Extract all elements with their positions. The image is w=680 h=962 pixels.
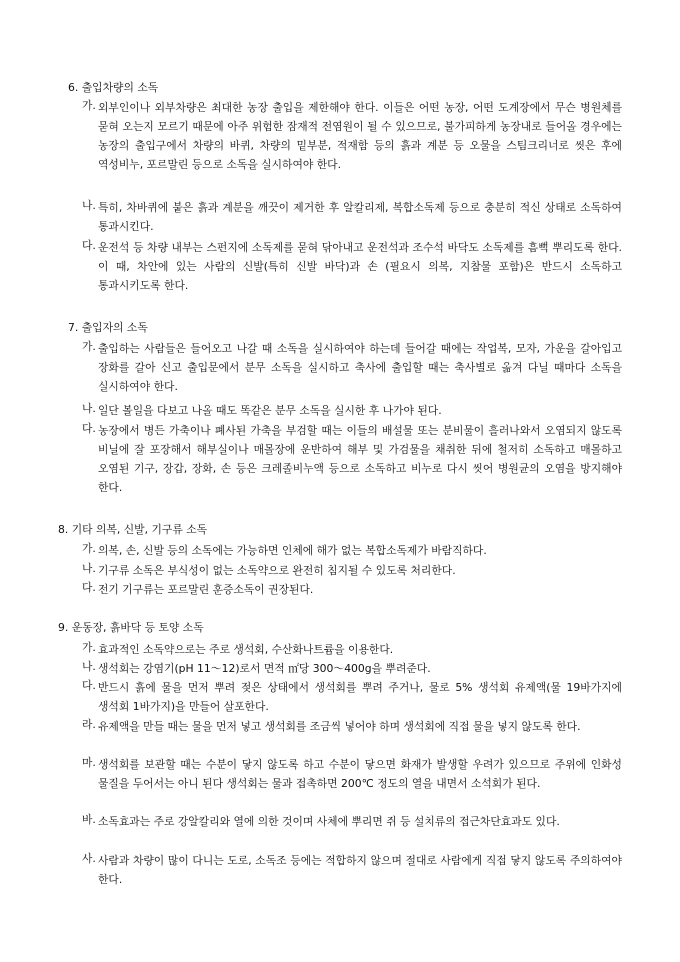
item-text: 특히, 차바퀴에 붙은 흙과 계분을 깨끗이 제거한 후 알칼리제, 복합소독제 등으로 충분히 적신 상태로 소독하여 통과시킨다. — [98, 201, 622, 233]
list-item — [82, 561, 622, 580]
item-text: 반드시 흙에 물을 먼저 뿌려 젖은 상태에서 생석회를 뿌려 주거나, 물로 5% 생석회 유제액(물 19바가지에 생석회 1바가지)을 만들어 살포한다. — [98, 681, 622, 713]
list-item — [82, 812, 622, 831]
item-text: 일단 볼일을 다보고 나올 때도 똑같은 분무 소독을 실시한 후 나가야 된다. — [98, 404, 442, 417]
item-text: 효과적인 소독약으로는 주로 생석회, 수산화나트륨을 이용한다. — [98, 643, 394, 656]
item-text: 의복, 손, 신발 등의 소독에는 가능하면 인체에 해가 없는 복합소독제가 바람직하다. — [98, 544, 487, 557]
item-label: 다. — [82, 422, 96, 435]
item-label: 나. — [82, 562, 96, 575]
item-text: 출입하는 사람들은 들어오고 나갈 때 소독을 실시하여야 하는데 들어갈 때에는 작업복, 모자, 가운을 갈아입고 장화를 갈아 신고 출입문에서 분무 소독을 실시하고 축사에 출입할 때는 축사별로 옮겨 다닐 때마다 소독을 실시하여야 한다. — [98, 342, 622, 393]
item-text: 유제액을 만들 때는 물을 먼저 넣고 생석회를 조금씩 넣어야 하며 생석회에 직접 물을 넣지 않도록 한다. — [98, 720, 581, 733]
item-label: 나. — [82, 660, 96, 673]
item-label: 가. — [82, 99, 96, 112]
item-text: 생석회는 강염기(pH 11～12)로서 면적 ㎡당 300～400g을 뿌려준다. — [98, 662, 431, 675]
list-item — [82, 659, 622, 678]
item-label: 가. — [82, 340, 96, 353]
list-item — [82, 198, 622, 236]
item-label: 다. — [82, 679, 96, 692]
list-item — [82, 678, 622, 716]
list-item — [82, 580, 622, 599]
item-text: 기구류 소독은 부식성이 없는 소독약으로 완전히 침지될 수 있도록 처리한다. — [98, 564, 456, 577]
list-item — [82, 755, 622, 793]
item-label: 다. — [82, 581, 96, 594]
item-label: 사. — [82, 852, 96, 865]
list-item — [82, 421, 622, 497]
list-item — [82, 717, 622, 736]
item-text: 외부인이나 외부차량은 최대한 농장 출입을 제한해야 한다. 이들은 어떤 농장, 어떤 도계장에서 무슨 병원체를 묻혀 오는지 모르기 때문에 아주 위험한 잠재적 전염원이 될 수 있으므로, 불가피하게 농장내로 들어올 경우에는 농장의 출입구에서 차량의 바퀴, 차량의 밑부분, 적재함 등의 흙과 계분 등 오물을 스팀크리너로 씻은 후에 역성비누, 포르말린 등으로 소독을 실시하여야 한다. — [98, 101, 622, 171]
list-item — [82, 339, 622, 396]
section-title: 8. 기타 의복, 신발, 기구류 소독 — [58, 523, 208, 536]
item-label: 바. — [82, 813, 96, 826]
item-label: 가. — [82, 542, 96, 555]
item-label: 나. — [82, 402, 96, 415]
item-label: 가. — [82, 641, 96, 654]
list-item — [82, 851, 622, 889]
list-item — [82, 238, 622, 295]
item-label: 라. — [82, 718, 96, 731]
item-text: 농장에서 병든 가축이나 폐사된 가축을 부검할 때는 이들의 배설물 또는 분비물이 흘러나와서 오염되지 않도록 비닐에 잘 포장해서 해부실이나 매몰장에 운반하여 해부 및 가검물을 채취한 뒤에 철저히 소독하고 매몰하고 오염된 기구, 장갑, 장화, 손 등은 크레졸비누액 등으로 소독하고 비누로 다시 씻어 병원균의 오염을 방지해야 한다. — [98, 424, 622, 494]
item-text: 생석회를 보관할 때는 수분이 닿지 않도록 하고 수분이 닿으면 화재가 발생할 우려가 있으므로 주위에 인화성 물질을 두어서는 아니 된다 생석회는 물과 접촉하면 200℃ 정도의 열을 내면서 소석회가 된다. — [98, 758, 622, 790]
list-item — [82, 98, 622, 174]
item-label: 다. — [82, 239, 96, 252]
section-title: 7. 출입자의 소독 — [68, 321, 148, 334]
item-text: 운전석 등 차량 내부는 스펀지에 소독제를 묻혀 닦아내고 운전석과 조수석 바닥도 소독제를 흠뻑 뿌리도록 한다. 이 때, 차안에 있는 사람의 신발(특히 신발 바닥)과 손 (필요시 의복, 지참물 포함)은 반드시 소독하고 통과시키도록 한다. — [98, 241, 622, 292]
list-item — [82, 640, 622, 659]
section-title: 9. 운동장, 흙바닥 등 토양 소독 — [58, 621, 204, 634]
item-text: 소독효과는 주로 강알칼리와 열에 의한 것이며 사체에 뿌리면 쥐 등 설치류의 접근차단효과도 있다. — [98, 815, 560, 828]
section-title: 6. 출입차량의 소독 — [68, 81, 159, 94]
item-text: 사람과 차량이 많이 다니는 도로, 소독조 등에는 적합하지 않으며 절대로 사람에게 직접 닿지 않도록 주의하여야 한다. — [98, 854, 622, 886]
list-item — [82, 401, 622, 420]
item-label: 마. — [82, 756, 96, 769]
list-item — [82, 541, 622, 560]
item-text: 전기 기구류는 포르말린 훈증소독이 권장된다. — [98, 583, 314, 596]
item-label: 나. — [82, 199, 96, 212]
